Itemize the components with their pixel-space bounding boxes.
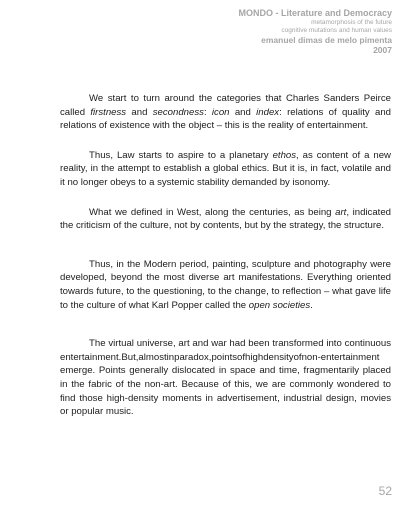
running-header xyxy=(238,8,392,56)
text-run: Thus, in the Modern period, painting, sculpture and photography were developed, beyond the most diverse art manifestations. Everything oriented towards future, to the questioning, to the change, to reflection – what gave life to the culture of what Karl Popper called the xyxy=(60,258,391,311)
publication-year: 2007 xyxy=(373,45,392,56)
italic-term-firstness: firstness xyxy=(90,106,127,118)
book-subtitle-2: cognitive mutations and human values xyxy=(281,26,392,34)
text-run: : relations of quality and relations of existence with the object – this is the reality of entertainment. xyxy=(60,106,391,132)
italic-term-open-societies: open societies xyxy=(248,299,311,311)
text-run: Thus, Law starts to aspire to a planetary xyxy=(89,149,273,161)
italic-term-index: index xyxy=(256,106,280,118)
paragraph-1 xyxy=(60,92,391,133)
paragraph-2 xyxy=(60,149,391,190)
italic-term-secondness: secondness xyxy=(152,106,204,118)
body-text xyxy=(60,92,391,419)
page-number: 52 xyxy=(378,484,392,498)
author-name: emanuel dimas de melo pimenta xyxy=(261,34,392,45)
text-run: , as content of a new reality, in the attempt to establish a global ethics. But it is, in fact, volatile and it no longer obeys to a systemic stability demanded by isonomy. xyxy=(60,149,391,188)
book-subtitle: metamorphosis of the future xyxy=(311,18,392,26)
paragraph-3 xyxy=(60,206,391,233)
book-title: MONDO - Literature and Democracy xyxy=(238,8,392,18)
text-run: and xyxy=(229,106,257,118)
paragraph-5: The virtual universe, art and war had been transformed into continuous entertainment.But,almostinparadox,pointsofhighdensityofnon-entertainment emerge. Points generally dislocated in space and time, fragmentarily placed in the fabric of the non-art. Because of this, we are commonly wondered to find those high-density moments in advertisement, industrial design, movies or popular music. xyxy=(60,338,391,418)
text-run: , indicated the criticism of the culture, not by contents, but by the strategy, the structure. xyxy=(60,206,392,232)
text-run: . xyxy=(310,299,313,311)
paragraph-4 xyxy=(60,258,391,312)
text-run: and xyxy=(126,106,153,118)
text-run: : xyxy=(203,106,212,118)
text-run: We start to turn around the categories that Charles Sanders Peirce called xyxy=(60,93,391,118)
text-run: What we defined in West, along the centuries, as being xyxy=(89,206,336,218)
italic-term-icon: icon xyxy=(211,106,230,118)
italic-term-ethos: ethos xyxy=(272,149,297,161)
italic-term-art: art xyxy=(335,206,347,218)
